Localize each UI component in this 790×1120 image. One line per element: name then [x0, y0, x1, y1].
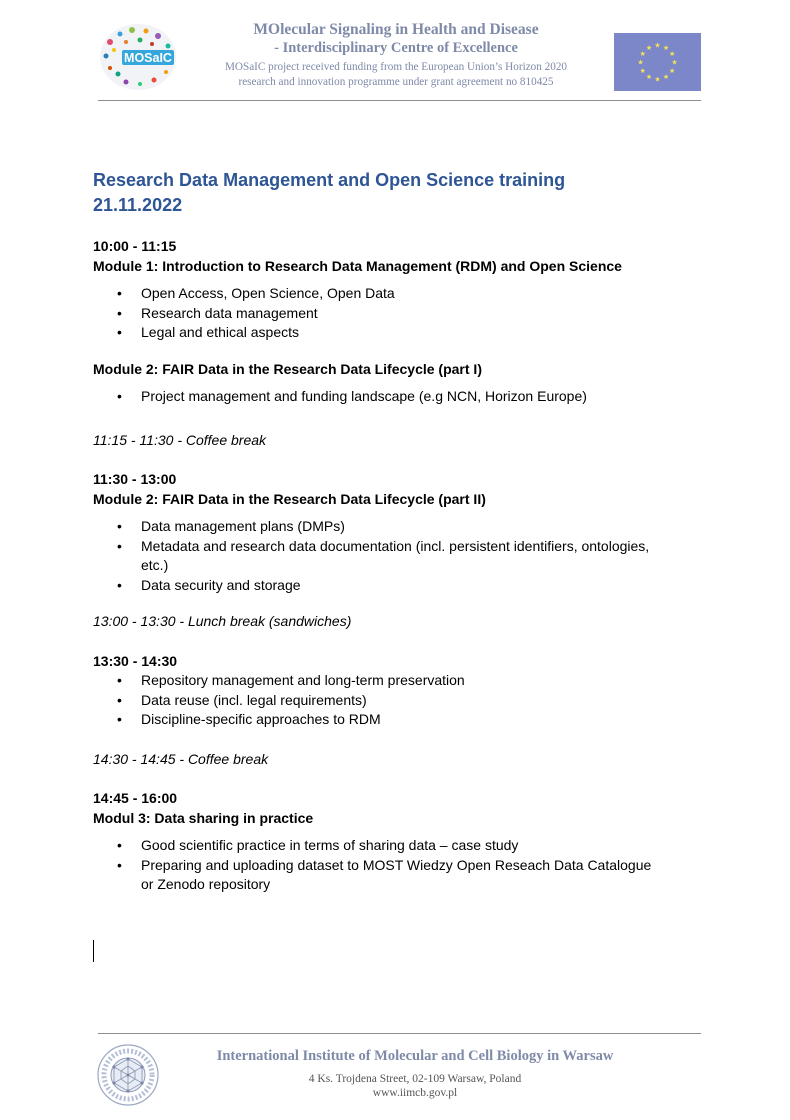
mosaic-logo-icon — [96, 22, 180, 92]
list-item: • Discipline-specific approaches to RDM — [141, 710, 653, 730]
session3-list — [93, 671, 653, 730]
page-title — [93, 168, 565, 218]
module-heading: Module 1: Introduction to Research Data Management (RDM) and Open Science — [93, 257, 622, 274]
coffee-break-1: 11:15 - 11:30 - Coffee break — [93, 431, 267, 448]
module-heading: Module 2: FAIR Data in the Research Data Lifecycle (part I) — [93, 360, 482, 377]
title-date: 21.11.2022 — [93, 195, 183, 215]
list-item: • Preparing and uploading dataset to MOST Wiedzy Open Reseach Data Catalogue or Zenodo repository — [141, 856, 653, 895]
star-icon: ★ — [669, 67, 676, 75]
header-title-line2: - Interdisciplinary Centre of Excellence — [274, 40, 518, 56]
list-item: • Metadata and research data documentation (incl. persistent identifiers, ontologies, etc.) — [141, 537, 653, 576]
session-time: 11:30 - 13:00 — [93, 471, 177, 487]
list-item: • Legal and ethical aspects — [141, 323, 653, 343]
footer-text — [180, 1046, 650, 1100]
header-title-line1: MOlecular Signaling in Health and Disease — [253, 21, 539, 38]
lunch-break: 13:00 - 13:30 - Lunch break (sandwiches) — [93, 613, 352, 629]
module-heading: Modul 3: Data sharing in practice — [93, 809, 314, 826]
header-divider — [98, 100, 701, 101]
eu-flag — [614, 33, 701, 91]
header-text — [190, 20, 602, 90]
title-line1: Research Data Management and Open Science training — [93, 170, 566, 190]
iimcb-logo — [97, 1044, 159, 1106]
star-icon: ★ — [654, 75, 661, 84]
list-item: • Repository management and long-term preservation — [141, 671, 653, 691]
eu-flag-icon — [614, 33, 701, 91]
mosaic-logo — [96, 22, 180, 92]
list-item: • Open Access, Open Science, Open Data — [141, 284, 653, 304]
module2-part2-list — [93, 517, 653, 595]
institute-website[interactable]: www.iimcb.gov.pl — [372, 1087, 458, 1099]
star-icon: ★ — [637, 58, 644, 67]
funding-line2: research and innovation programme under grant agreement no 810425 — [238, 76, 554, 88]
list-item: • Project management and funding landscape (e.g NCN, Horizon Europe) — [141, 387, 653, 407]
session-time: 13:30 - 14:30 — [93, 652, 178, 669]
list-item: • Data security and storage — [141, 576, 653, 596]
module-heading: Module 2: FAIR Data in the Research Data Lifecycle (part II) — [93, 490, 486, 507]
funding-line1: MOSaIC project received funding from the European Union’s Horizon 2020 — [224, 61, 568, 73]
star-icon: ★ — [639, 50, 646, 58]
iimcb-logo-icon — [97, 1044, 159, 1106]
module3-list — [93, 836, 653, 895]
svg-text:MOSaIC: MOSaIC — [124, 51, 172, 65]
module2-part1-list — [93, 387, 653, 407]
star-icon: ★ — [645, 73, 653, 82]
star-icon: ★ — [662, 73, 670, 82]
institute-address: 4 Ks. Trojdena Street, 02-109 Warsaw, Poland — [308, 1073, 522, 1085]
agenda — [93, 237, 653, 895]
text-cursor[interactable] — [93, 940, 94, 962]
list-item: • Good scientific practice in terms of sharing data – case study — [141, 836, 653, 856]
star-icon: ★ — [662, 43, 670, 52]
star-icon: ★ — [645, 43, 653, 52]
institute-name: International Institute of Molecular and Cell Biology in Warsaw — [216, 1048, 614, 1064]
star-icon: ★ — [654, 41, 661, 50]
footer-divider — [98, 1033, 701, 1034]
star-icon: ★ — [671, 58, 678, 67]
star-icon: ★ — [669, 50, 676, 58]
star-icon: ★ — [639, 67, 646, 75]
session-time: 14:45 - 16:00 — [93, 790, 178, 806]
list-item: • Data reuse (incl. legal requirements) — [141, 691, 653, 711]
session-time: 10:00 - 11:15 — [93, 238, 177, 254]
module1-list — [93, 284, 653, 343]
list-item: • Research data management — [141, 304, 653, 324]
coffee-break-2: 14:30 - 14:45 - Coffee break — [93, 750, 269, 767]
list-item: • Data management plans (DMPs) — [141, 517, 653, 537]
